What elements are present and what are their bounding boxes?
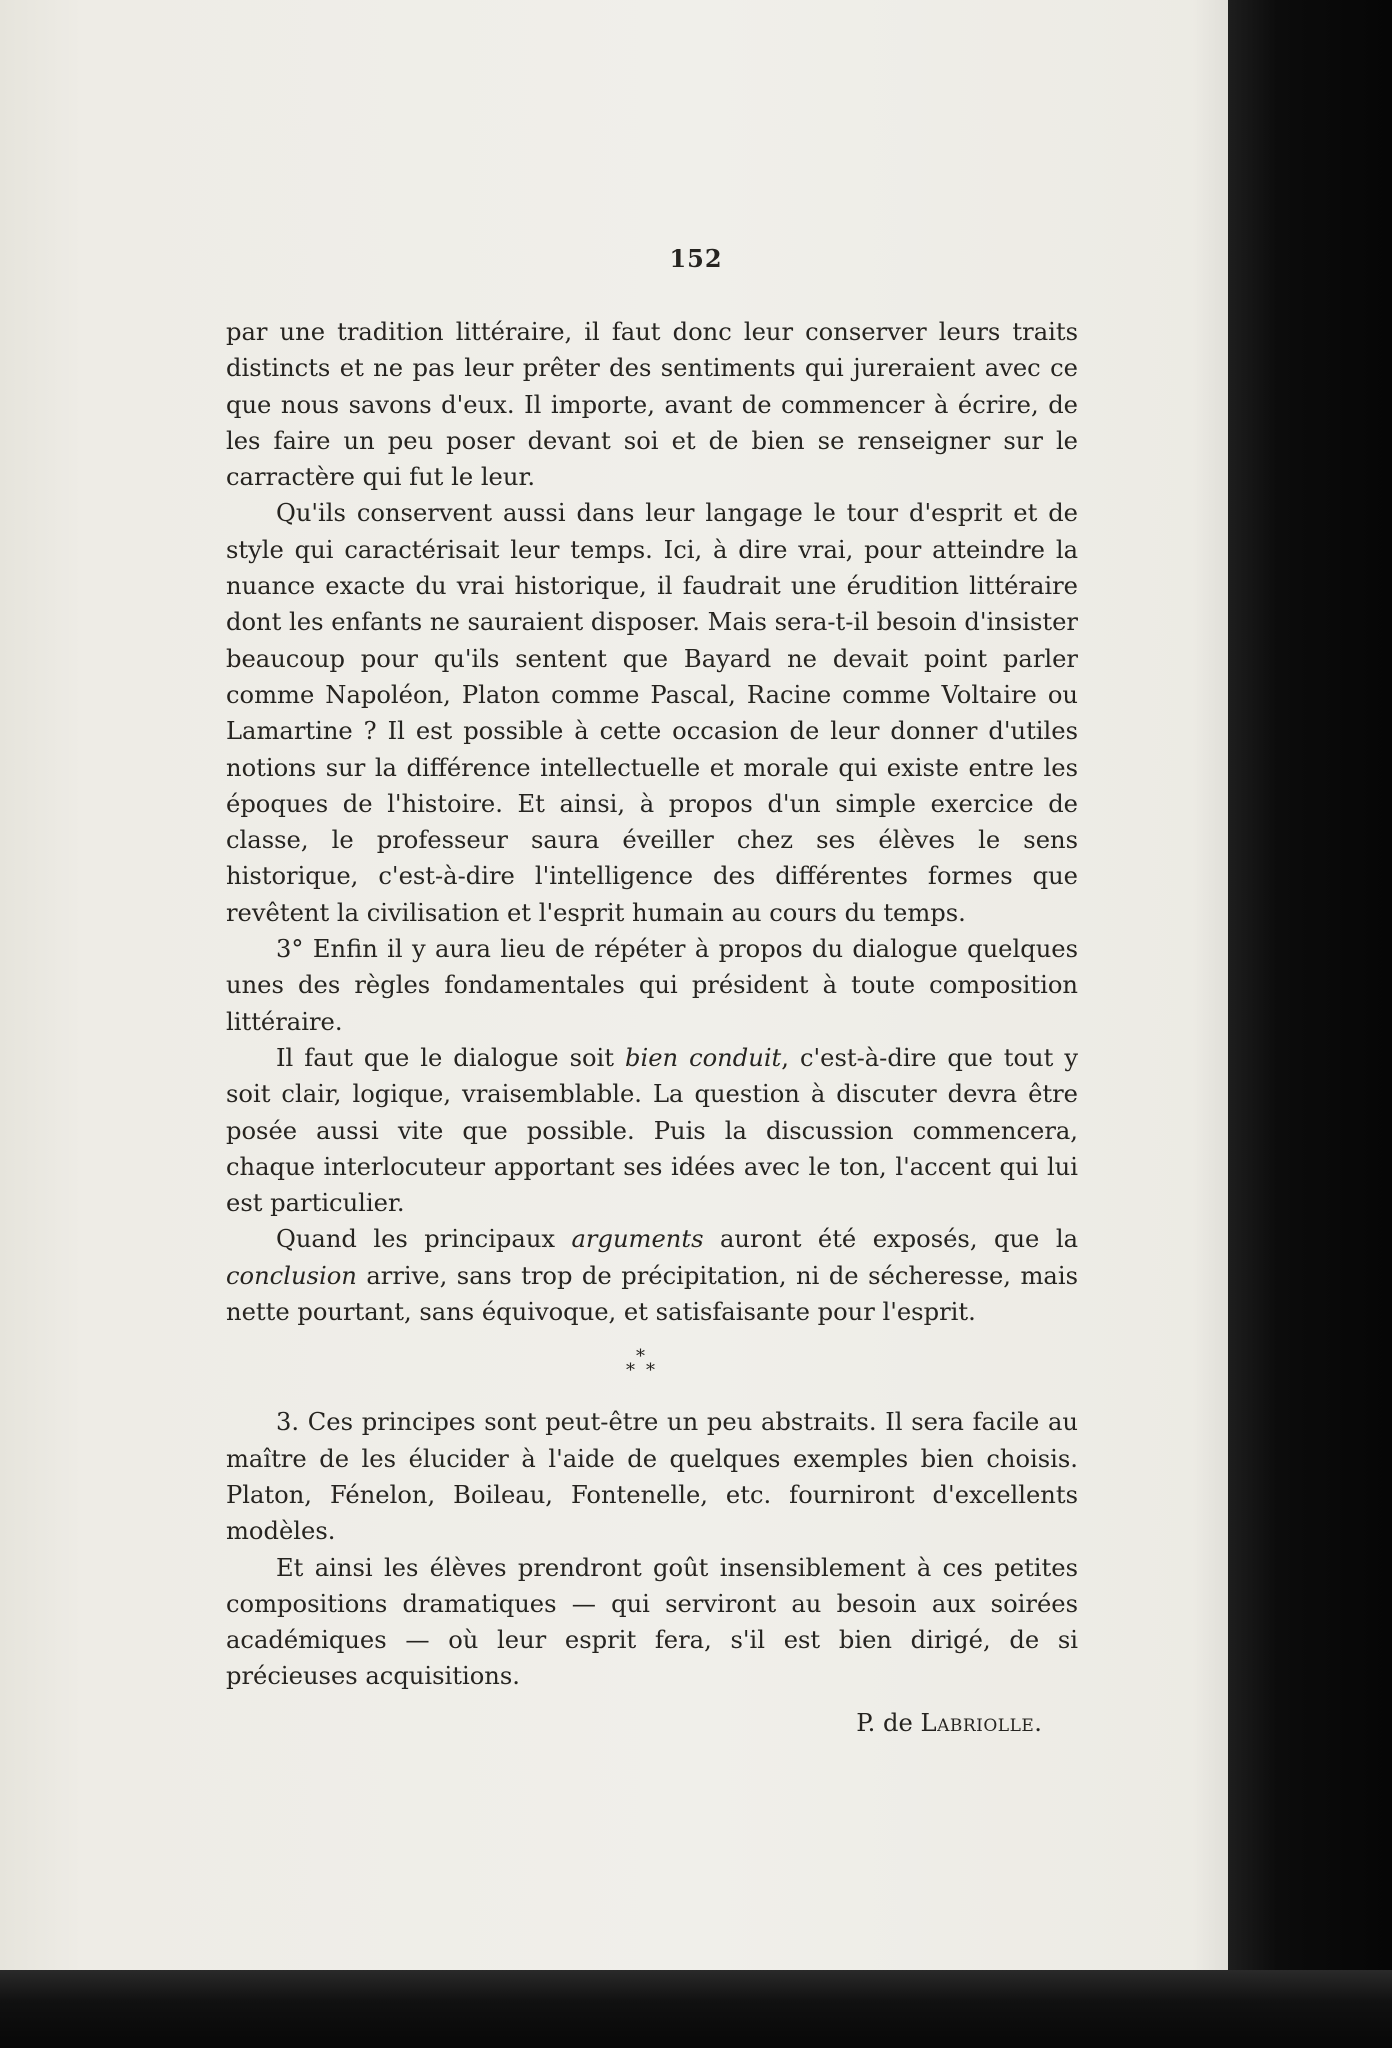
paragraph: 3° Enfin il y aura lieu de répéter à propos du dialogue quelques unes des règles fondamentales qui président à toute composition littéraire. <box>226 935 1078 1036</box>
emphasis: arguments <box>571 1225 704 1254</box>
scan-edge-right <box>1228 0 1392 2048</box>
signature-suffix: . <box>1034 1708 1042 1737</box>
paragraph <box>226 1221 1078 1330</box>
asterism-star: * <box>626 1360 635 1382</box>
body-text <box>226 314 1078 1741</box>
paragraph-text: Il faut que le dialogue soit <box>276 1043 625 1072</box>
paragraph-text: , c'est-à-dire que tout y soit clair, logique, vraisemblable. La question à discuter devra être posée aussi vite que possible. Puis la discussion commencera, chaque interlocuteur apportant ses idées avec le ton, l'accent qui lui est particulier. <box>226 1043 1078 1218</box>
leaf-shadow <box>1192 0 1228 1970</box>
scan-edge-bottom <box>0 1970 1392 2048</box>
emphasis: conclusion <box>226 1261 357 1290</box>
paragraph-text: Quand les principaux <box>276 1225 572 1254</box>
asterism-star: * <box>636 1346 645 1368</box>
paragraph: Qu'ils conservent aussi dans leur langage le tour d'esprit et de style qui caractérisait leur temps. Ici, à dire vrai, pour atteindre la nuance exacte du vrai historique, il faudrait une érudition littéraire dont les enfants ne sauraient disposer. Mais sera-t-il besoin d'insister beaucoup pour qu'ils sentent que Bayard ne devait point parler comme Napoléon, Platon comme Pascal, Racine comme Voltaire ou Lamartine ? Il est possible à cette occasion de leur donner d'utiles notions sur la différence intellectuelle et morale qui existe entre les époques de l'histoire. Et ainsi, à propos d'un simple exercice de classe, le professeur saura éveiller chez ses élèves le sens historique, c'est-à-dire l'intelligence des différentes formes que revêtent la civilisation et l'esprit humain au cours du temps. <box>226 499 1078 927</box>
page-number: 152 <box>669 244 723 273</box>
emphasis: bien conduit <box>624 1043 782 1072</box>
paragraph: Et ainsi les élèves prendront goût insensiblement à ces petites compositions dramatiques — qui serviront au besoin aux soirées académiques — où leur esprit fera, s'il est bien dirigé, de si précieuses acquisitions. <box>226 1553 1078 1691</box>
asterism-star: * <box>646 1360 655 1382</box>
paragraph: 3. Ces principes sont peut-être un peu abstraits. Il sera facile au maître de les élucider à l'aide de quelques exemples bien choisis. Platon, Fénelon, Boileau, Fontenelle, etc. fourniront d'excellents modèles. <box>226 1408 1078 1546</box>
signature <box>226 1705 1078 1741</box>
paragraph-text: arrive, sans trop de précipitation, ni de sécheresse, mais nette pourtant, sans équivoque, et satisfaisante pour l'esprit. <box>226 1261 1078 1327</box>
paragraph-text: auront été exposés, que la <box>703 1225 1078 1254</box>
signature-prefix: P. de <box>856 1708 921 1737</box>
signature-name: Labriolle <box>920 1708 1035 1737</box>
paragraph: par une tradition littéraire, il faut donc leur conserver leurs traits distincts et ne pas leur prêter des sentiments qui jureraient avec ce que nous savons d'eux. Il importe, avant de commencer à écrire, de les faire un peu poser devant soi et de bien se renseigner sur le carractère qui fut le leur. <box>226 318 1078 492</box>
paragraph <box>226 1040 1078 1221</box>
asterism <box>226 1344 1078 1394</box>
